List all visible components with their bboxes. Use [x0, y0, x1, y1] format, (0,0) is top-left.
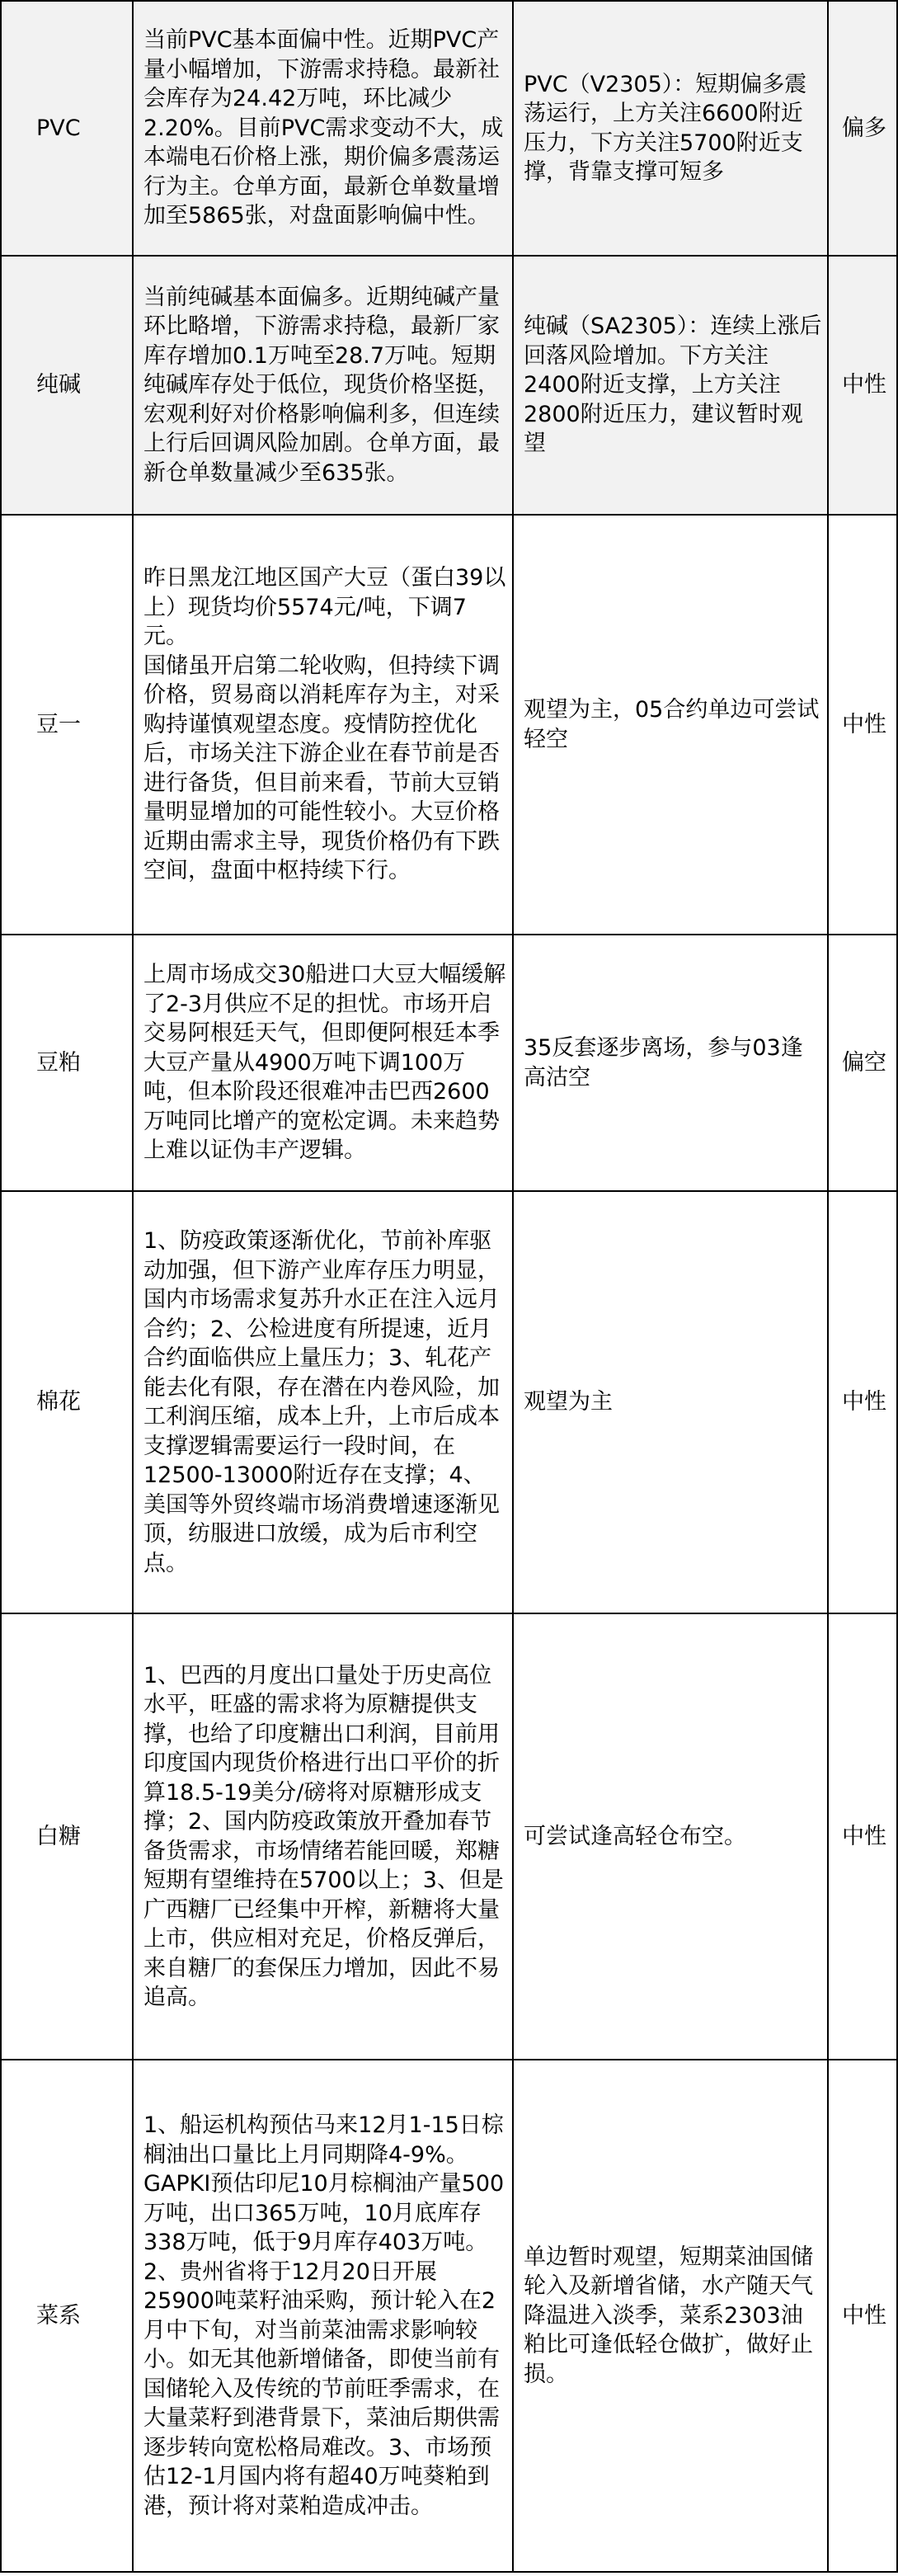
trading-strategy-cell: 观望为主，05合约单边可尝试轻空 [513, 515, 828, 935]
analysis-paragraph: 当前PVC基本面偏中性。近期PVC产量小幅增加，下游需求持稳。最新社会库存为24.42万吨，环比减少2.20%。目前PVC需求变动不大，成本端电石价格上涨，期价偏多震荡运行为主。仓单方面，最新仓单数量增加至5865张，对盘面影响偏中性。 [143, 27, 504, 229]
table-row-pvc [1, 1, 897, 256]
analysis-paragraph: 当前纯碱基本面偏多。近期纯碱产量环比略增，下游需求持稳，最新厂家库存增加0.1万吨至28.7万吨。短期纯碱库存处于低位，现货价格坚挺，宏观利好对价格影响偏利多，但连续上行后回调风险加剧。仓单方面，最新仓单数量减少至635张。 [143, 284, 500, 486]
analysis-paragraph: 1、防疫政策逐渐优化，节前补库驱动加强，但下游产业库存压力明显，国内市场需求复苏升水正在注入远月合约；2、公检进度有所提速，近月合约面临供应上量压力；3、轧花产能去化有限，存在潜在内卷风险，加工利润压缩，成本上升，上市后成本支撑逻辑需要运行一段时间，在12500-13000附近存在支撑；4、美国等外贸终端市场消费增速逐渐见顶，纺服进口放缓，成为后市利空点。 [143, 1228, 500, 1576]
trading-strategy-cell: 纯碱（SA2305）：连续上涨后回落风险增加。下方关注2400附近支撑，上方关注2800附近压力，建议暂时观望 [513, 256, 828, 515]
fundamental-analysis-cell [133, 1613, 513, 2060]
trading-strategy-cell: 35反套逐步离场，参与03逢高沽空 [513, 935, 828, 1191]
table-row-soda-ash [1, 256, 897, 515]
commodity-name-cell: 纯碱 [1, 256, 133, 515]
trading-strategy-cell: 观望为主 [513, 1191, 828, 1613]
analysis-paragraph: 1、船运机构预估马来12月1-15日棕榈油出口量比上月同期降4-9%。GAPKI预估印尼10月棕榈油产量500万吨，出口365万吨，10月底库存338万吨，低于9月库存403万吨。2、贵州省将于12月20日开展25900吨菜籽油采购，预计轮入在2月中下旬，对当前菜油需求影响较小。如无其他新增储备，即使当前有国储轮入及传统的节前旺季需求，在大量菜籽到港背景下，菜油后期供需逐步转向宽松格局难改。3、市场预估12-1月国内将有超40万吨葵粕到港，预计将对菜粕造成冲击。 [143, 2112, 505, 2519]
view-cell: 中性 [828, 515, 897, 935]
trading-strategy-cell: 单边暂时观望，短期菜油国储轮入及新增省储，水产随天气降温进入淡季，菜系2303油粕比可逢低轻仓做扩，做好止损。 [513, 2060, 828, 2572]
analysis-paragraph: 国储虽开启第二轮收购，但持续下调价格，贸易商以消耗库存为主，对采购持谨慎观望态度。疫情防控优化后，市场关注下游企业在春节前是否进行备货，但目前来看，节前大豆销量明显增加的可能性较小。大豆价格近期由需求主导，现货价格仍有下跌空间，盘面中枢持续下行。 [143, 652, 500, 884]
view-cell: 偏空 [828, 935, 897, 1191]
analysis-paragraph: 昨日黑龙江地区国产大豆（蛋白39以上）现货均价5574元/吨，下调7元。 [143, 565, 506, 650]
view-cell: 中性 [828, 1613, 897, 2060]
table-row-sugar [1, 1613, 897, 2060]
fundamental-analysis-cell [133, 515, 513, 935]
commodity-name-cell: 豆一 [1, 515, 133, 935]
view-cell: 中性 [828, 2060, 897, 2572]
commodity-name-cell: 菜系 [1, 2060, 133, 2572]
view-cell: 中性 [828, 1191, 897, 1613]
fundamental-analysis-cell [133, 2060, 513, 2572]
view-cell: 偏多 [828, 1, 897, 256]
table-row-soybean-no1 [1, 515, 897, 935]
commodity-name-cell: 豆粕 [1, 935, 133, 1191]
fundamental-analysis-cell [133, 1191, 513, 1613]
view-cell: 中性 [828, 256, 897, 515]
analysis-paragraph: 1、巴西的月度出口量处于历史高位水平，旺盛的需求将为原糖提供支撑，也给了印度糖出口利润，目前用印度国内现货价格进行出口平价的折算18.5-19美分/磅将对原糖形成支撑；2、国内防疫政策放开叠加春节备货需求，市场情绪若能回暖，郑糖短期有望维持在5700以上；3、但是广西糖厂已经集中开榨，新糖将大量上市，供应相对充足，价格反弹后，来自糖厂的套保压力增加，因此不易追高。 [143, 1662, 504, 2010]
fundamental-analysis-cell [133, 935, 513, 1191]
analysis-paragraph: 上周市场成交30船进口大豆大幅缓解了2-3月供应不足的担忧。市场开启交易阿根廷天气，但即便阿根廷本季大豆产量从4900万吨下调100万吨，但本阶段还很难冲击巴西2600万吨同比增产的宽松定调。未来趋势上难以证伪丰产逻辑。 [143, 962, 506, 1164]
trading-strategy-cell: 可尝试逢高轻仓布空。 [513, 1613, 828, 2060]
table-row-cotton [1, 1191, 897, 1613]
commodity-name-cell: 白糖 [1, 1613, 133, 2060]
commodity-name-cell: 棉花 [1, 1191, 133, 1613]
fundamental-analysis-cell [133, 256, 513, 515]
fundamental-analysis-cell [133, 1, 513, 256]
table-row-rapeseed-complex [1, 2060, 897, 2572]
trading-strategy-cell: PVC（V2305）：短期偏多震荡运行，上方关注6600附近压力，下方关注5700附近支撑，背靠支撑可短多 [513, 1, 828, 256]
commodity-name-cell: PVC [1, 1, 133, 256]
table-row-soybean-meal [1, 935, 897, 1191]
